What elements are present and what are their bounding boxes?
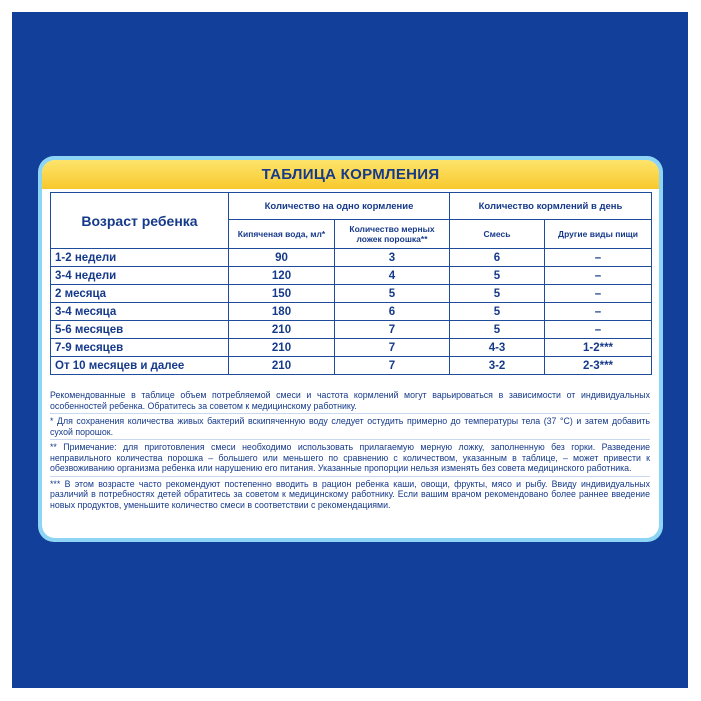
cell-water: 210 (229, 339, 335, 357)
header-other-food: Другие виды пищи (545, 220, 652, 249)
note-general: Рекомендованные в таблице объем потребляемой смеси и частота кормлений могут варьироваться в зависимости от индивидуальных особенностей ребенка. Обратитесь за советом к медицинскому работнику. (50, 390, 650, 411)
cell-water: 120 (229, 267, 335, 285)
header-per-day: Количество кормлений в день (450, 193, 652, 220)
cell-scoops: 7 (335, 321, 450, 339)
cell-other: 1-2*** (545, 339, 652, 357)
cell-age: 5-6 месяцев (51, 321, 229, 339)
header-per-feeding: Количество на одно кормление (229, 193, 450, 220)
cell-formula: 4-3 (450, 339, 545, 357)
cell-formula: 5 (450, 321, 545, 339)
cell-age: 3-4 недели (51, 267, 229, 285)
feeding-table-card (42, 160, 659, 538)
cell-age: 7-9 месяцев (51, 339, 229, 357)
header-age: Возраст ребенка (51, 193, 229, 249)
cell-scoops: 3 (335, 249, 450, 267)
cell-scoops: 4 (335, 267, 450, 285)
cell-other: 2-3*** (545, 357, 652, 375)
cell-water: 90 (229, 249, 335, 267)
table-row (51, 303, 652, 321)
table-title: ТАБЛИЦА КОРМЛЕНИЯ (261, 166, 440, 183)
cell-age: 1-2 недели (51, 249, 229, 267)
cell-other: – (545, 321, 652, 339)
cell-other: – (545, 267, 652, 285)
table-row (51, 285, 652, 303)
table-row (51, 357, 652, 375)
cell-formula: 5 (450, 267, 545, 285)
footnotes (50, 390, 650, 512)
note-complementary-food: *** В этом возрасте часто рекомендуют постепенно вводить в рацион ребенка каши, овощи, фрукты, мясо и рыбу. Ввиду индивидуальных различий в потребностях детей обратитесь за советом к медицинскому работнику. Если вашим врачом рекомендовано более раннее введение новых продуктов, уменьшите количество смеси в соответствии с рекомендациями. (50, 476, 650, 511)
header-formula: Смесь (450, 220, 545, 249)
cell-other: – (545, 249, 652, 267)
cell-other: – (545, 303, 652, 321)
table-row (51, 321, 652, 339)
cell-formula: 6 (450, 249, 545, 267)
note-scoop: ** Примечание: для приготовления смеси необходимо использовать прилагаемую мерную ложку, заполненную без горки. Разведение неправильного количества порошка – большего или меньшего по сравнению с количеством, указанным в таблице, – может привести к обезвоживанию организма ребенка или нарушению его питания. Указанные пропорции нельзя изменять без совета медицинского работника. (50, 439, 650, 474)
header-row-1 (51, 193, 652, 220)
cell-formula: 5 (450, 303, 545, 321)
cell-age: 3-4 месяца (51, 303, 229, 321)
cell-scoops: 5 (335, 285, 450, 303)
cell-age: 2 месяца (51, 285, 229, 303)
cell-scoops: 6 (335, 303, 450, 321)
cell-water: 150 (229, 285, 335, 303)
cell-scoops: 7 (335, 357, 450, 375)
header-water: Кипяченая вода, мл* (229, 220, 335, 249)
table-row (51, 267, 652, 285)
table-row (51, 339, 652, 357)
cell-water: 210 (229, 321, 335, 339)
note-water-temperature: * Для сохранения количества живых бактерий вскипяченную воду следует остудить примерно до температуры тела (37 °C) и затем добавить сухой порошок. (50, 413, 650, 437)
header-scoops: Количество мерных ложек порошка** (335, 220, 450, 249)
cell-age: От 10 месяцев и далее (51, 357, 229, 375)
cell-water: 210 (229, 357, 335, 375)
cell-water: 180 (229, 303, 335, 321)
cell-formula: 5 (450, 285, 545, 303)
table-row (51, 249, 652, 267)
cell-other: – (545, 285, 652, 303)
cell-scoops: 7 (335, 339, 450, 357)
feeding-table (50, 192, 652, 375)
cell-formula: 3-2 (450, 357, 545, 375)
title-bar (42, 160, 659, 189)
